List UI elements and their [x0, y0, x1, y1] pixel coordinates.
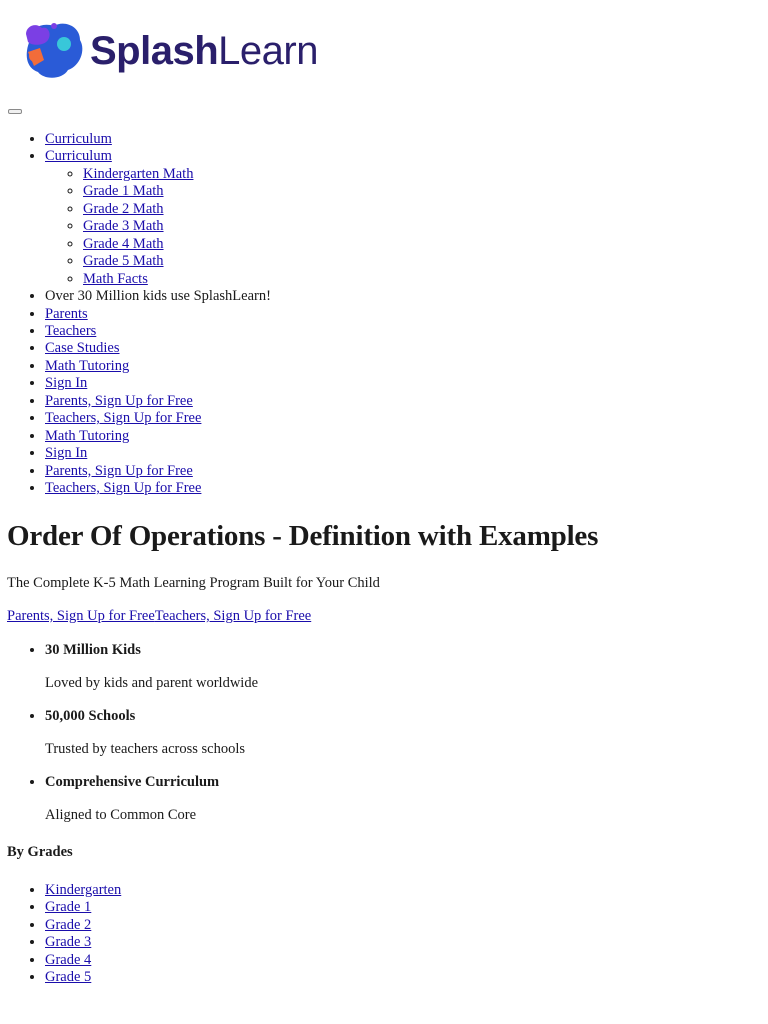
submenu-item	[83, 201, 271, 218]
nav-item-kids-count	[45, 288, 271, 305]
stat-description: Aligned to Common Core	[45, 807, 197, 823]
stat-title: • 30 Million Kids	[45, 642, 141, 658]
nav-link-sign-in-2[interactable]: Sign In	[45, 445, 88, 462]
brand-name	[90, 29, 318, 74]
nav-link-math-tutoring[interactable]: Math Tutoring	[45, 357, 130, 374]
brand-name-light: Learn	[218, 28, 318, 73]
nav-link-parents-signup[interactable]: Parents, Sign Up for Free	[45, 392, 193, 409]
submenu-item	[83, 271, 271, 288]
grade-item	[45, 899, 121, 916]
nav-link-sign-in[interactable]: Sign In	[45, 375, 88, 392]
stat-description: Loved by kids and parent worldwide	[45, 675, 259, 691]
grade-item	[45, 882, 121, 899]
brand-name-bold: Splash	[90, 28, 219, 73]
submenu-item	[83, 166, 271, 183]
submenu-item	[83, 236, 271, 253]
stat-item	[45, 641, 258, 692]
nav-item-teachers-signup-2	[45, 480, 271, 497]
nav-item-sign-in-2	[45, 445, 271, 462]
stat-title: • 50,000 Schools	[45, 708, 136, 724]
parents-signup-link[interactable]: Parents, Sign Up for Free	[7, 608, 155, 624]
submenu-link-math-facts[interactable]: Math Facts	[83, 270, 148, 287]
nav-link-parents[interactable]: Parents	[45, 305, 88, 322]
grade-item	[45, 969, 121, 986]
grade-item	[45, 934, 121, 951]
nav-item-teachers-signup	[45, 410, 271, 427]
submenu-link-grade-2-math[interactable]: Grade 2 Math	[83, 200, 164, 217]
nav-item-curriculum-expanded	[45, 148, 271, 288]
submenu-link-grade-4-math[interactable]: Grade 4 Math	[83, 235, 164, 252]
grade-link-kindergarten[interactable]: Kindergarten	[45, 882, 122, 898]
stat-description: Trusted by teachers across schools	[45, 741, 246, 757]
page-title: Order Of Operations - Definition with Examples	[7, 520, 599, 552]
nav-link-math-tutoring-2[interactable]: Math Tutoring	[45, 427, 130, 444]
submenu-item	[83, 218, 271, 235]
stat-item	[45, 707, 258, 758]
submenu-link-kindergarten-math[interactable]: Kindergarten Math	[83, 165, 194, 182]
submenu-link-grade-5-math[interactable]: Grade 5 Math	[83, 253, 164, 270]
menu-toggle-button[interactable]	[8, 109, 22, 114]
grade-link-grade-1[interactable]: Grade 1	[45, 899, 92, 916]
splashlearn-logo-icon	[20, 18, 86, 84]
nav-item-case-studies	[45, 340, 271, 357]
teachers-signup-link[interactable]: Teachers, Sign Up for Free	[154, 608, 312, 624]
submenu-link-grade-3-math[interactable]: Grade 3 Math	[83, 218, 164, 235]
submenu-item	[83, 183, 271, 200]
nav-item-teachers	[45, 323, 271, 340]
grade-link-grade-5[interactable]: Grade 5	[45, 969, 92, 986]
by-grades-heading: By Grades	[7, 844, 73, 860]
grade-link-grade-3[interactable]: Grade 3	[45, 934, 92, 951]
curriculum-submenu	[83, 166, 271, 288]
grades-list	[45, 882, 121, 987]
signup-cta-group	[7, 607, 311, 625]
grade-link-grade-4[interactable]: Grade 4	[45, 951, 92, 968]
nav-link-teachers-signup-2[interactable]: Teachers, Sign Up for Free	[45, 480, 202, 497]
nav-item-sign-in	[45, 375, 271, 392]
stat-item	[45, 773, 258, 824]
splashlearn-logo[interactable]	[20, 18, 318, 84]
nav-link-curriculum-expanded[interactable]: Curriculum	[45, 148, 112, 165]
nav-item-parents-signup-2	[45, 463, 271, 480]
nav-item-curriculum	[45, 131, 271, 148]
submenu-item	[83, 253, 271, 270]
nav-link-teachers-signup[interactable]: Teachers, Sign Up for Free	[45, 410, 202, 427]
nav-link-curriculum[interactable]: Curriculum	[45, 131, 112, 147]
nav-link-parents-signup-2[interactable]: Parents, Sign Up for Free	[45, 462, 193, 479]
nav-item-parents-signup	[45, 393, 271, 410]
stats-list	[45, 641, 258, 839]
grade-link-grade-2[interactable]: Grade 2	[45, 916, 92, 933]
nav-link-teachers[interactable]: Teachers	[45, 322, 97, 339]
nav-item-math-tutoring-2	[45, 428, 271, 445]
kids-count-text: Over 30 Million kids use SplashLearn!	[45, 288, 271, 305]
page-tagline: The Complete K-5 Math Learning Program Built for Your Child	[7, 575, 380, 591]
grade-item	[45, 917, 121, 934]
nav-link-case-studies[interactable]: Case Studies	[45, 340, 120, 357]
stat-title: • Comprehensive Curriculum	[45, 774, 220, 790]
main-nav	[45, 131, 271, 498]
submenu-link-grade-1-math[interactable]: Grade 1 Math	[83, 183, 164, 200]
nav-item-math-tutoring	[45, 358, 271, 375]
nav-item-parents	[45, 306, 271, 323]
grade-item	[45, 952, 121, 969]
